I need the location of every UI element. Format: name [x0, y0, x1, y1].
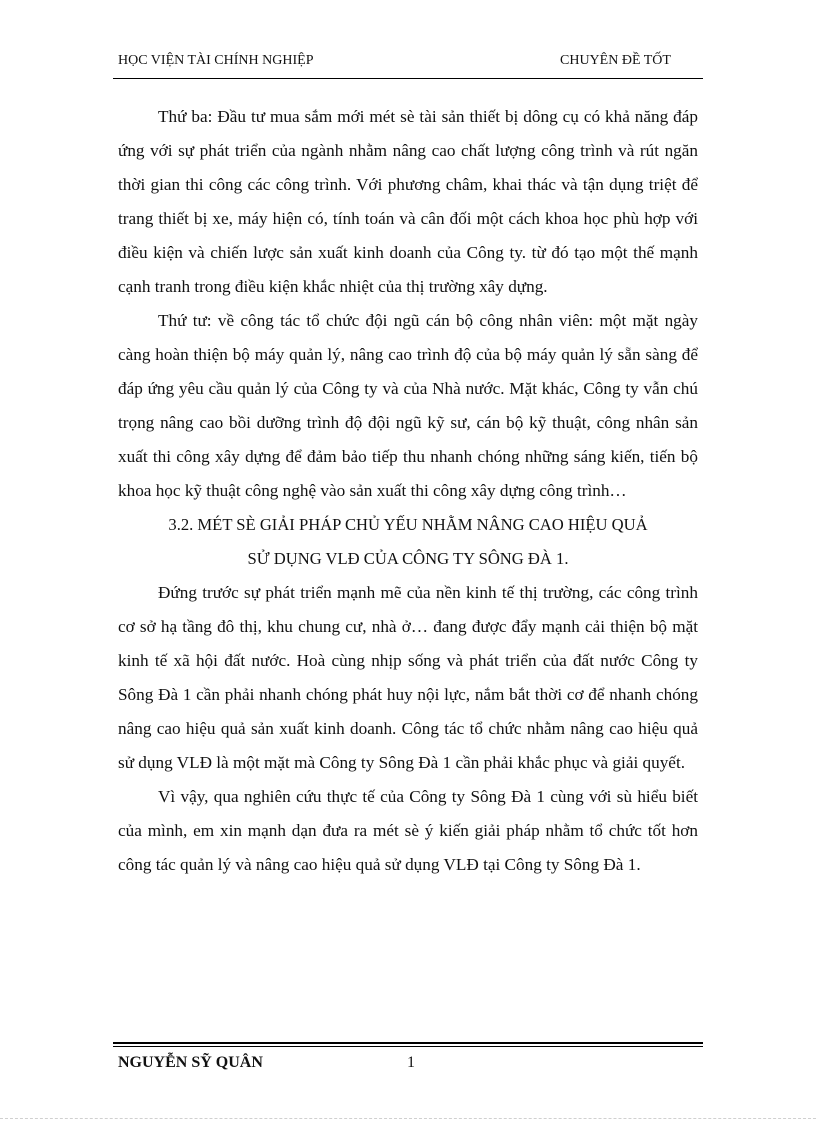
footer-author: NGUYỄN SỸ QUÂN — [118, 1054, 263, 1071]
paragraph-4: Vì vậy, qua nghiên cứu thực tế của Công ty Sông Đà 1 cùng với sù hiểu biết của mình, em xin mạnh dạn đưa ra mét sè ý kiến giải pháp nhằm tổ chức tốt hơn công tác quản lý và nâng cao hiệu quả sử dụng VLĐ tại Công ty Sông Đà 1. — [118, 787, 698, 874]
page-number: 1 — [407, 1054, 415, 1071]
paragraph-2: Thứ tư: về công tác tổ chức đội ngũ cán bộ công nhân viên: một mặt ngày càng hoàn thiện bộ máy quản lý, nâng cao trình độ của bộ máy quản lý sẵn sàng để đáp ứng yêu cầu quản lý của Công ty và của Nhà nước. Mặt khác, Công ty vẫn chú trọng nâng cao bồi dưỡng trình độ đội ngũ kỹ sư, cán bộ kỹ thuật, công nhân sản xuất thi công xây dựng để đảm bảo tiếp thu nhanh chóng những sáng kiến, tiến bộ khoa học kỹ thuật công nghệ vào sản xuất thi công xây dựng công trình… — [118, 311, 698, 500]
footer-divider-thin — [113, 1046, 703, 1047]
header-divider — [113, 78, 703, 79]
page-edge-divider — [0, 1118, 816, 1119]
section-heading-line-1: 3.2. MÉT SÈ GIẢI PHÁP CHỦ YẾU NHẰM NÂNG CAO HIỆU QUẢ — [168, 515, 648, 534]
document-body — [118, 100, 698, 882]
header-left-title: HỌC VIỆN TÀI CHÍNH NGHIỆP — [118, 53, 314, 68]
header-right-title: CHUYÊN ĐỀ TỐT — [560, 53, 671, 68]
footer-divider-thick — [113, 1042, 703, 1044]
section-heading-line-2: SỬ DỤNG VLĐ CỦA CÔNG TY SÔNG ĐÀ 1. — [247, 549, 569, 568]
paragraph-3: Đứng trước sự phát triển mạnh mẽ của nền kinh tế thị trường, các công trình cơ sở hạ tầng đô thị, khu chung cư, nhà ở… đang được đẩy mạnh cải thiện bộ mặt kinh tế xã hội đất nước. Hoà cùng nhịp sống và phát triển của đất nước Công ty Sông Đà 1 cần phải nhanh chóng phát huy nội lực, nắm bắt thời cơ để nhanh chóng nâng cao hiệu quả sản xuất kinh doanh. Công tác tổ chức nhằm nâng cao hiệu quả sử dụng VLĐ là một mặt mà Công ty Sông Đà 1 cần phải khắc phục và giải quyết. — [118, 583, 698, 772]
paragraph-1: Thứ ba: Đầu tư mua sắm mới mét sè tài sản thiết bị dông cụ có khả năng đáp ứng với sự phát triển của ngành nhằm nâng cao chất lượng công trình và rút ngăn thời gian thi công các công trình. Với phương châm, khai thác và tận dụng triệt để trang thiết bị xe, máy hiện có, tính toán và cân đối một cách khoa học phù hợp với điều kiện và chiến lược sản xuất kinh doanh của Công ty. từ đó tạo một thế mạnh cạnh tranh trong điều kiện khắc nhiệt của thị trường xây dựng. — [118, 107, 698, 296]
